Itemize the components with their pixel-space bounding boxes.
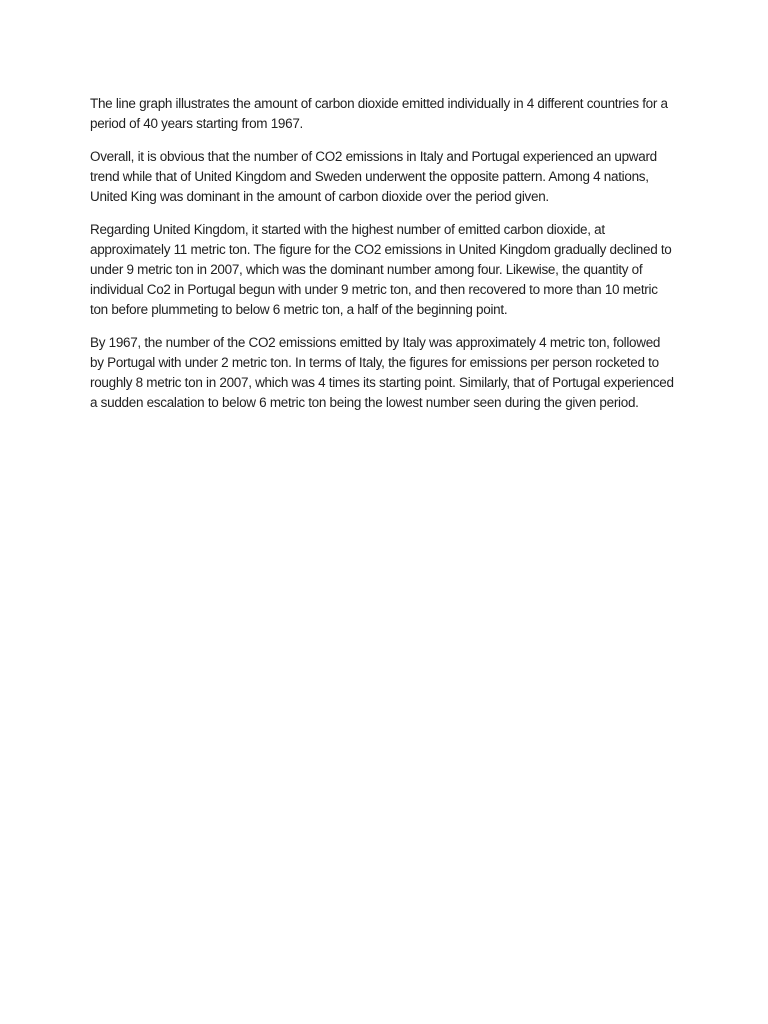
document-body bbox=[90, 94, 676, 426]
paragraph-introduction: The line graph illustrates the amount of carbon dioxide emitted individually in 4 different countries for a period of 40 years starting from 1967. bbox=[90, 96, 668, 131]
paragraph-body-italy-portugal: By 1967, the number of the CO2 emissions emitted by Italy was approximately 4 metric ton, followed by Portugal with under 2 metric ton. In terms of Italy, the figures for emissions per person rocketed to roughly 8 metric ton in 2007, which was 4 times its starting point. Similarly, that of Portugal experienced a sudden escalation to below 6 metric ton being the lowest number seen during the given period. bbox=[90, 335, 674, 410]
paragraph-overview: Overall, it is obvious that the number of CO2 emissions in Italy and Portugal experienced an upward trend while that of United Kingdom and Sweden underwent the opposite pattern. Among 4 nations, United King was dominant in the amount of carbon dioxide over the period given. bbox=[90, 149, 657, 204]
paragraph-body-uk-portugal: Regarding United Kingdom, it started with the highest number of emitted carbon dioxide, at approximately 11 metric ton. The figure for the CO2 emissions in United Kingdom gradually declined to under 9 metric ton in 2007, which was the dominant number among four. Likewise, the quantity of individual Co2 in Portugal begun with under 9 metric ton, and then recovered to more than 10 metric ton before plummeting to below 6 metric ton, a half of the beginning point. bbox=[90, 222, 672, 317]
